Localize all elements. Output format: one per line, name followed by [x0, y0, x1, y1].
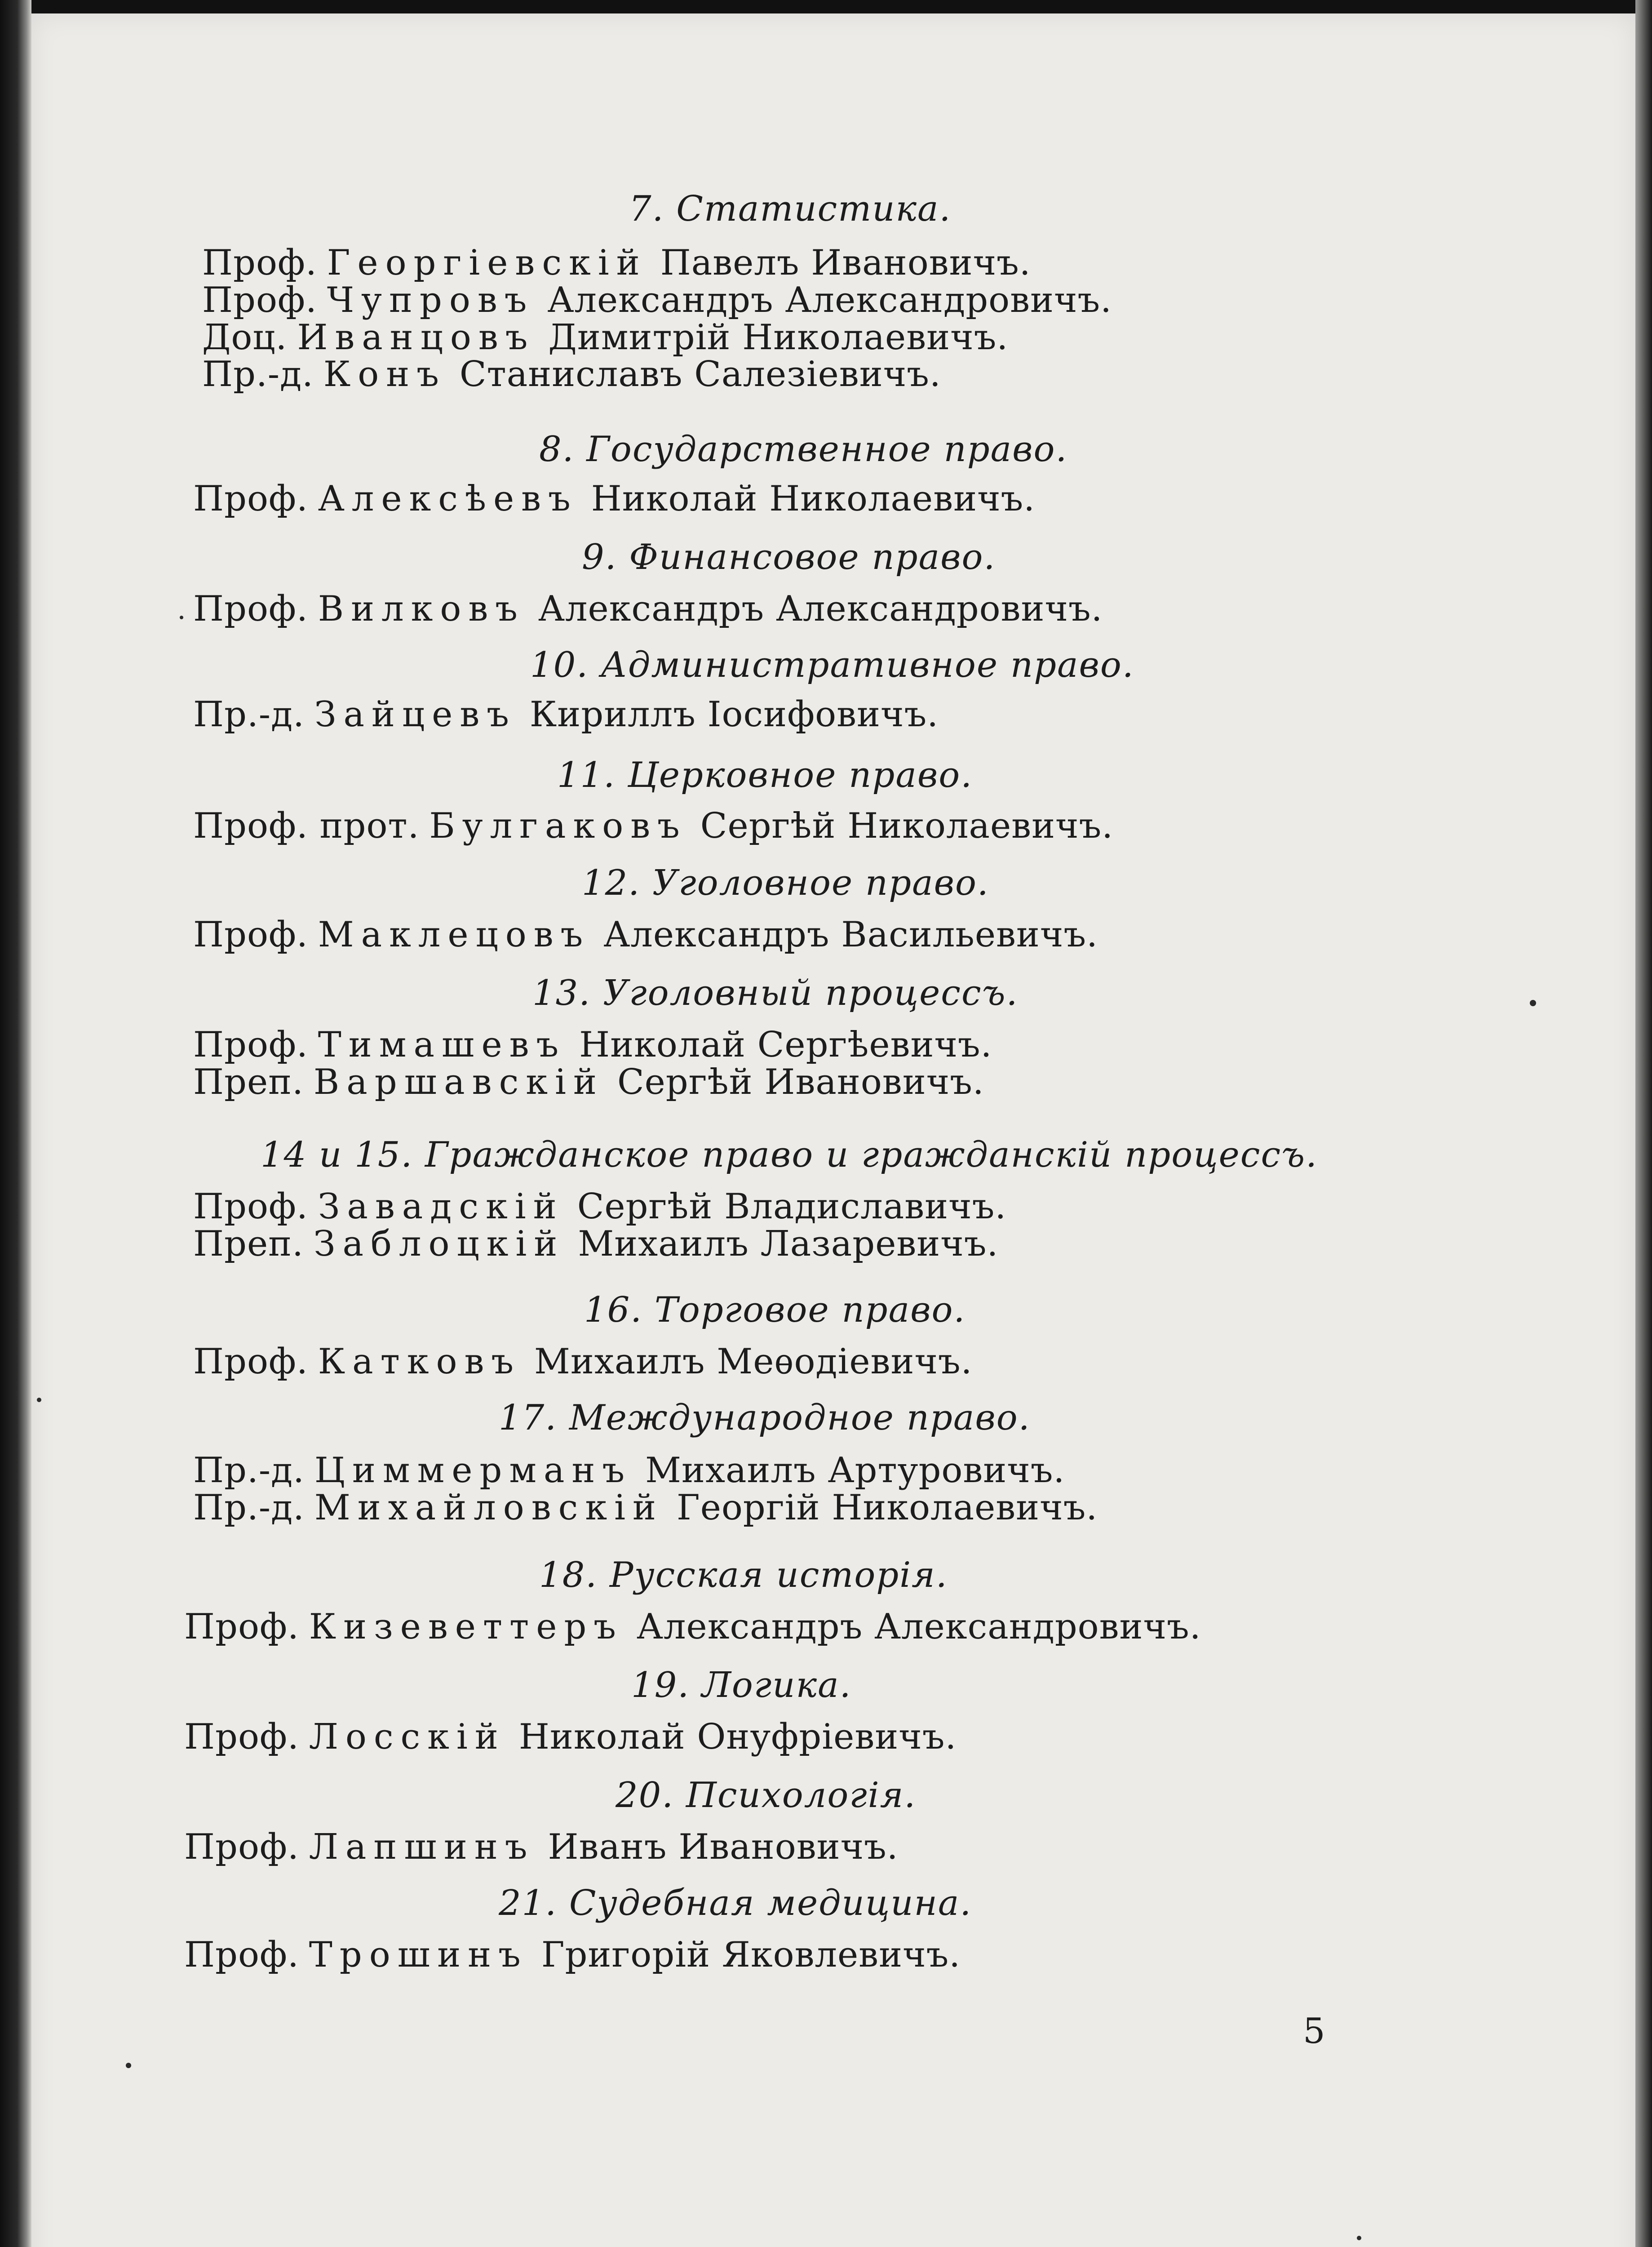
scan-speck: [1357, 2236, 1361, 2240]
staff-entry: [184, 1604, 1201, 1649]
given-names: Кириллъ Іосифовичъ.: [529, 694, 939, 735]
surname: Георгіевскій: [327, 243, 647, 283]
staff-entry: [193, 1221, 998, 1266]
academic-title: Проф.: [184, 1607, 299, 1647]
staff-entry: [193, 1485, 1098, 1530]
given-names: Николай Сергѣевичъ.: [579, 1025, 992, 1065]
staff-entry: [184, 1932, 961, 1977]
academic-title: Проф.: [184, 1827, 299, 1867]
given-names: Александръ Александровичъ.: [636, 1607, 1201, 1647]
academic-title: Проф.: [193, 1341, 308, 1382]
academic-title: Проф.: [193, 1025, 308, 1065]
academic-title: Пр.-д.: [193, 1450, 305, 1491]
scan-binding-edge: [0, 0, 31, 2247]
scan-speck: [37, 1398, 41, 1402]
surname: Зайцевъ: [314, 694, 516, 735]
staff-entry: [193, 692, 939, 737]
surname: Булгаковъ: [429, 806, 687, 846]
academic-title: Пр.-д.: [202, 354, 314, 395]
academic-title: Проф.: [184, 1935, 299, 1975]
academic-title: Пр.-д.: [193, 1488, 305, 1528]
given-names: Александръ Васильевичъ.: [603, 915, 1098, 955]
given-names: Михаилъ Артуровичъ.: [645, 1450, 1065, 1491]
academic-title: Проф.: [184, 1717, 299, 1757]
section-heading: 17. Международное право.: [499, 1398, 1031, 1438]
given-names: Димитрій Николаевичъ.: [548, 317, 1009, 358]
staff-entry: [193, 804, 1113, 848]
surname: Конъ: [323, 354, 446, 395]
academic-title: Доц.: [202, 317, 288, 358]
given-names: Сергѣй Николаевичъ.: [700, 806, 1114, 846]
document-page: [31, 13, 1635, 2247]
surname: Тимашевъ: [318, 1025, 566, 1065]
surname: Циммерманъ: [314, 1450, 632, 1491]
section-heading: 14 и 15. Гражданское право и гражданскій процессъ.: [261, 1135, 1318, 1175]
given-names: Сергѣй Ивановичъ.: [617, 1062, 984, 1102]
given-names: Николай Николаевичъ.: [591, 479, 1036, 519]
surname: Кизеветтеръ: [309, 1607, 623, 1647]
staff-entry: [202, 352, 941, 397]
scan-speck: [180, 616, 183, 619]
surname: Михайловскій: [314, 1488, 664, 1528]
scan-speck: [1530, 1000, 1536, 1006]
scan-speck: [126, 2063, 131, 2068]
section-heading: 21. Судебная медицина.: [499, 1883, 972, 1923]
academic-title: Преп.: [193, 1062, 304, 1102]
surname: Трошинъ: [309, 1935, 528, 1975]
section-heading: 9. Финансовое право.: [582, 537, 996, 577]
section-heading: 13. Уголовный процессъ.: [532, 973, 1019, 1013]
surname: Катковъ: [318, 1341, 521, 1382]
surname: Вилковъ: [318, 589, 525, 629]
academic-title: Проф.: [193, 589, 308, 629]
academic-title: Преп.: [193, 1224, 304, 1264]
academic-title: Проф.: [202, 280, 317, 320]
given-names: Станиславъ Салезіевичъ.: [459, 354, 941, 395]
surname: Чупровъ: [327, 280, 534, 320]
staff-entry: [184, 1714, 957, 1759]
section-heading: 19. Логика.: [631, 1665, 852, 1705]
section-heading: 7. Статистика.: [629, 189, 952, 229]
surname: Лосскій: [309, 1717, 505, 1757]
scan-right-edge: [1635, 0, 1652, 2247]
given-names: Иванъ Ивановичъ.: [548, 1827, 899, 1867]
staff-entry: [193, 912, 1098, 957]
given-names: Михаилъ Меѳодіевичъ.: [534, 1341, 973, 1382]
surname: Иванцовъ: [297, 317, 535, 358]
page-number: 5: [1303, 2011, 1325, 2052]
surname: Завадскій: [318, 1186, 564, 1227]
academic-title: Проф.: [193, 915, 308, 955]
surname: Алексѣевъ: [318, 479, 578, 519]
academic-title: Проф. прот.: [193, 806, 420, 846]
staff-entry: [193, 1060, 984, 1105]
section-heading: 16. Торговое право.: [584, 1290, 966, 1330]
academic-title: Проф.: [193, 1186, 308, 1227]
section-heading: 11. Церковное право.: [557, 755, 973, 795]
surname: Лапшинъ: [309, 1827, 535, 1867]
section-heading: 20. Психологія.: [616, 1775, 917, 1816]
section-heading: 8. Государственное право.: [539, 429, 1068, 470]
academic-title: Проф.: [193, 479, 308, 519]
staff-entry: [193, 586, 1103, 631]
section-heading: 12. Уголовное право.: [582, 863, 989, 903]
section-heading: 10. Административное право.: [530, 645, 1134, 685]
given-names: Григорій Яковлевичъ.: [541, 1935, 961, 1975]
staff-entry: [184, 1825, 899, 1870]
academic-title: Проф.: [202, 243, 317, 283]
surname: Маклецовъ: [318, 915, 590, 955]
staff-entry: [193, 476, 1035, 521]
section-heading: 18. Русская исторія.: [539, 1555, 948, 1595]
given-names: Михаилъ Лазаревичъ.: [578, 1224, 999, 1264]
given-names: Николай Онуфріевичъ.: [518, 1717, 957, 1757]
given-names: Александръ Александровичъ.: [547, 280, 1112, 320]
given-names: Георгій Николаевичъ.: [677, 1488, 1098, 1528]
scan-top-edge: [0, 0, 1652, 13]
given-names: Александръ Александровичъ.: [538, 589, 1103, 629]
given-names: Павелъ Ивановичъ.: [660, 243, 1031, 283]
given-names: Сергѣй Владиславичъ.: [577, 1186, 1007, 1227]
surname: Заблоцкій: [313, 1224, 565, 1264]
surname: Варшавскій: [313, 1062, 604, 1102]
academic-title: Пр.-д.: [193, 694, 305, 735]
staff-entry: [193, 1339, 972, 1384]
